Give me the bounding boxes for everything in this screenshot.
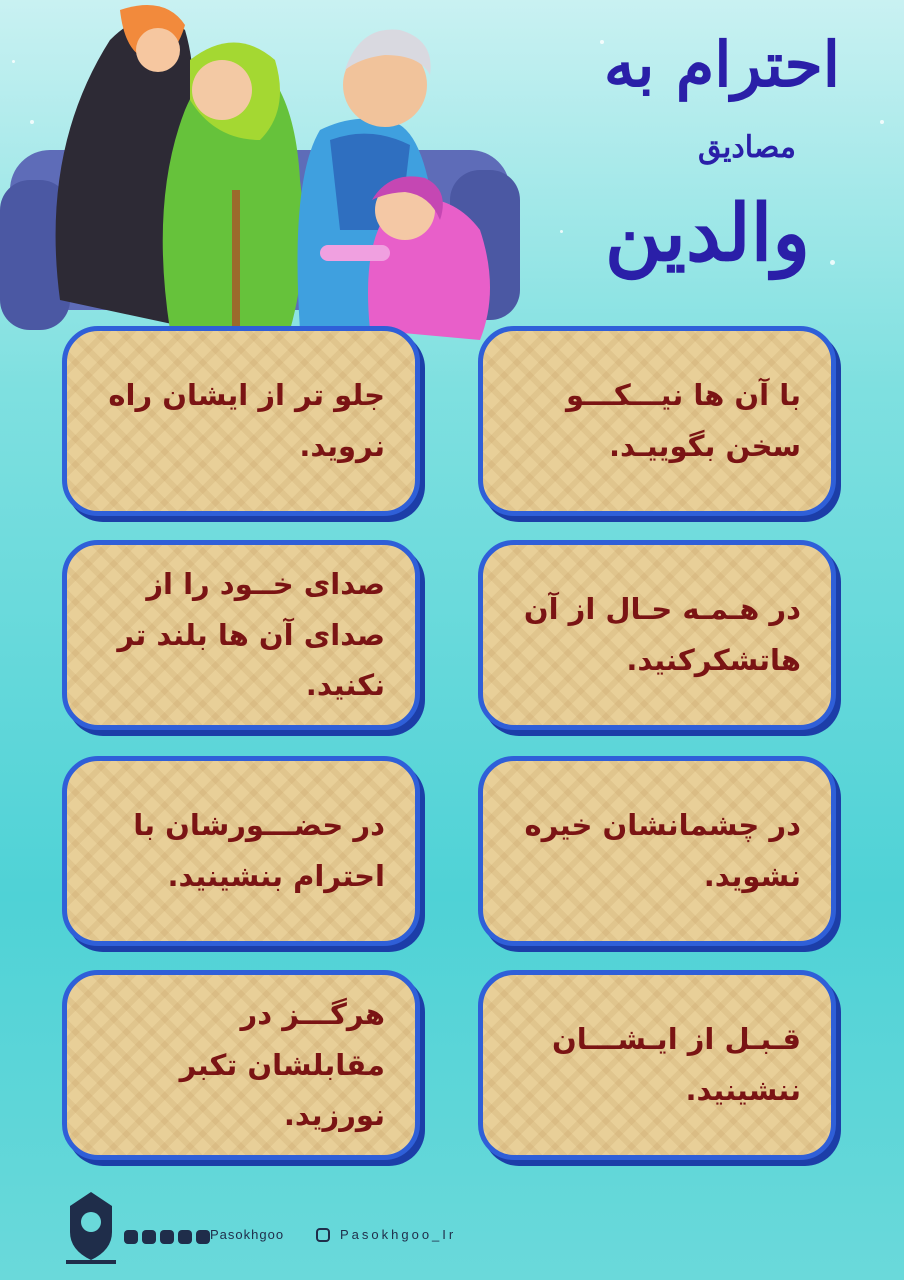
card-3: [478, 540, 836, 730]
card-text: صدای خــود را از صدای آن ها بلند تر نکنید.: [117, 566, 385, 703]
pasokhgoo-logo: [60, 1188, 122, 1268]
card-6: [62, 756, 420, 946]
instagram-icon[interactable]: [316, 1228, 330, 1242]
soroush-icon[interactable]: [160, 1230, 174, 1244]
rubika-icon[interactable]: [196, 1230, 210, 1244]
card-5: [478, 756, 836, 946]
title-line-3: والدین: [604, 188, 810, 279]
card-text: در حضـــورشان با احترام بنشینید.: [133, 808, 385, 893]
card-text: هرگـــز در مقابلشان تکبر نورزید.: [179, 996, 385, 1133]
card-text: با آن ها نیـــکـــو سخن بگوییـد.: [565, 378, 801, 463]
telegram-icon[interactable]: [178, 1230, 192, 1244]
sparkle: [880, 120, 884, 124]
card-7: [478, 970, 836, 1160]
card-text: در چشمانشان خیره نشوید.: [524, 808, 801, 893]
title-line-1: احترام به: [603, 28, 840, 101]
handle-instagram[interactable]: Pasokhgoo_Ir: [340, 1227, 457, 1242]
bale-icon[interactable]: [142, 1230, 156, 1244]
card-1: [478, 326, 836, 516]
card-text: در هـمـه حـال از آن هاتشکرکنید.: [523, 592, 801, 677]
social-icons: [124, 1230, 210, 1244]
card-2: [62, 326, 420, 516]
footer: [60, 1188, 620, 1268]
card-4: [62, 540, 420, 730]
title-line-2: مصادیق: [698, 130, 796, 165]
card-8: [62, 970, 420, 1160]
eitaa-icon[interactable]: [124, 1230, 138, 1244]
family-illustration: [0, 0, 540, 370]
title-block: [560, 18, 880, 318]
card-text: قـبـل از ایـشـــان ننشینید.: [552, 1022, 801, 1107]
card-text: جلو تر از ایشان راه نروید.: [108, 378, 385, 463]
handle-main[interactable]: Pasokhgoo: [210, 1227, 285, 1242]
